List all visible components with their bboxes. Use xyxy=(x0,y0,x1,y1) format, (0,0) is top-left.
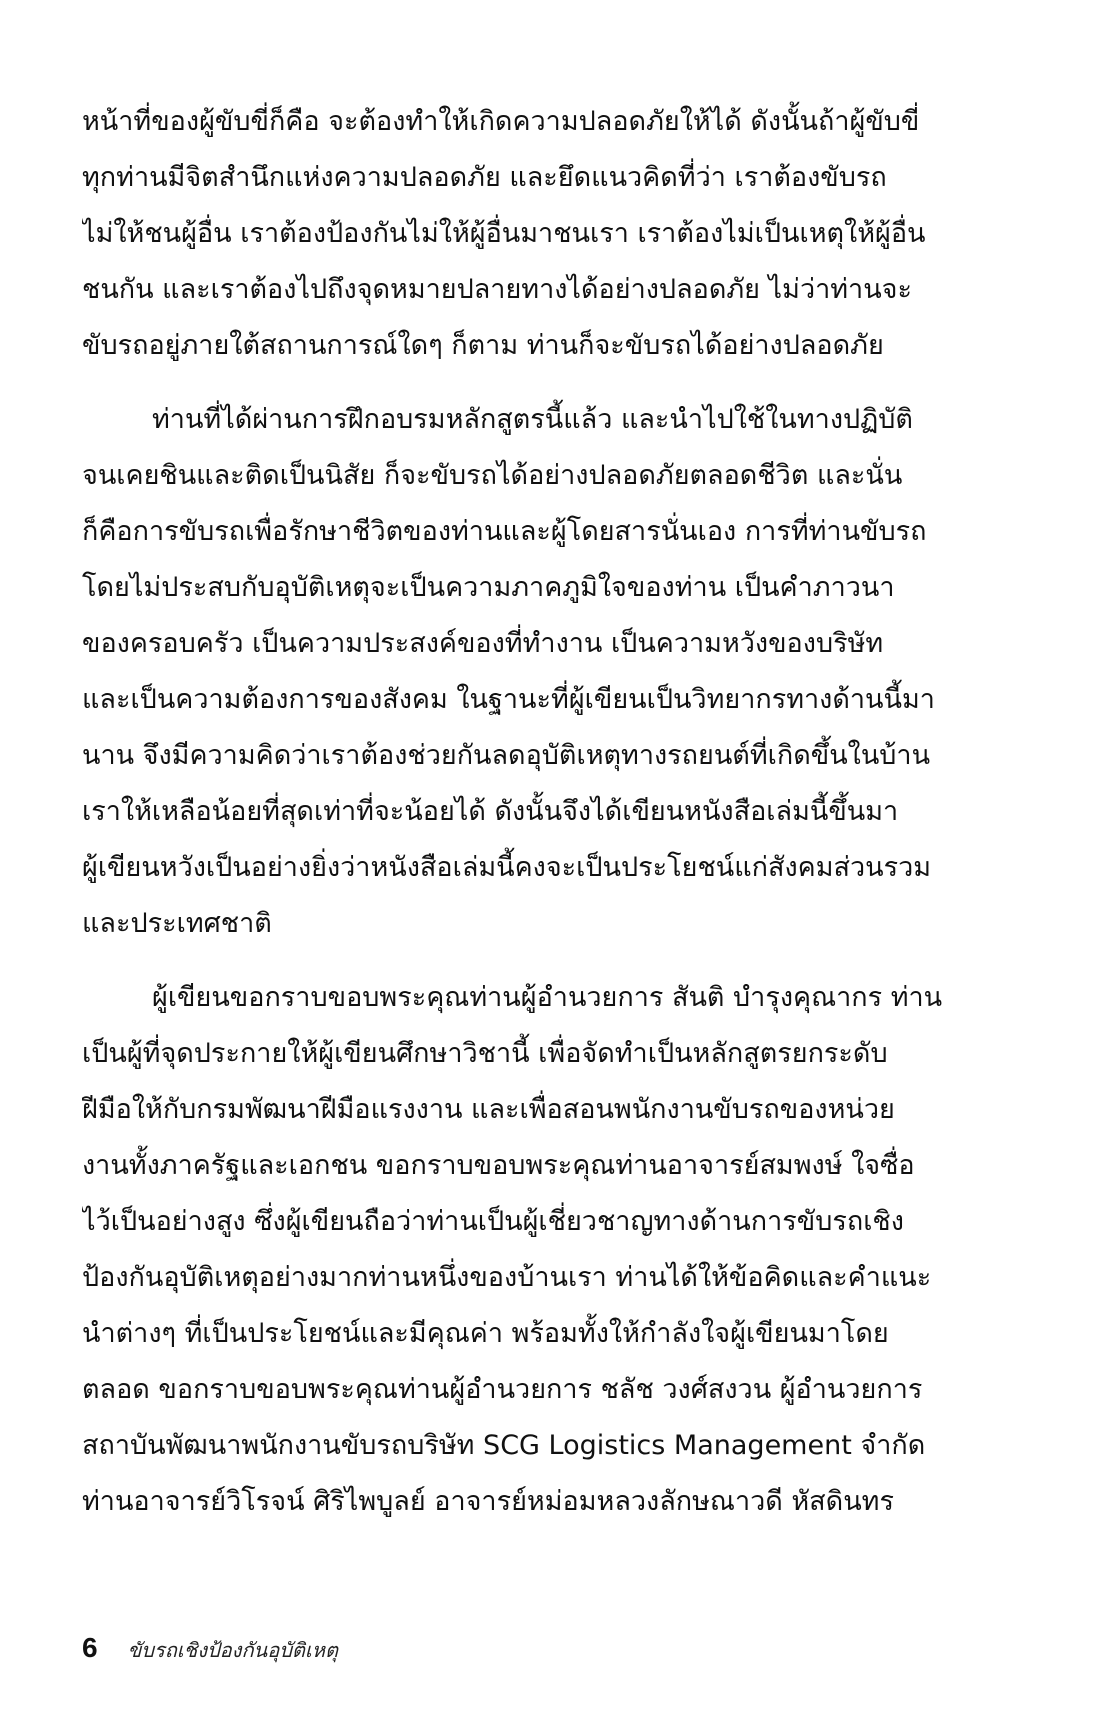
paragraph-2-line-6: และเป็นความต้องการของสังคม ในฐานะที่ผู้เขียนเป็นวิทยากรทางด้านนี้มา xyxy=(82,684,935,715)
paragraph-2-line-10: และประเทศชาติ xyxy=(82,908,272,939)
page-footer xyxy=(82,1632,338,1672)
paragraph-2-line-5: ของครอบครัว เป็นความประสงค์ของที่ทำงาน เป็นความหวังของบริษัท xyxy=(82,628,884,659)
paragraph-3-line-7: นำต่างๆ ที่เป็นประโยชน์และมีคุณค่า พร้อมทั้งให้กำลังใจผู้เขียนมาโดย xyxy=(82,1318,889,1349)
paragraph-3-line-3: ฝีมือให้กับกรมพัฒนาฝีมือแรงงาน และเพื่อสอนพนักงานขับรถของหน่วย xyxy=(82,1094,895,1125)
paragraph-1-line-2: ทุกท่านมีจิตสำนึกแห่งความปลอดภัย และยึดแนวคิดที่ว่า เราต้องขับรถ xyxy=(82,162,887,193)
paragraph-3-line-6: ป้องกันอุบัติเหตุอย่างมากท่านหนึ่งของบ้านเรา ท่านได้ให้ข้อคิดและคำแนะ xyxy=(82,1262,932,1293)
paragraph-1-line-4: ชนกัน และเราต้องไปถึงจุดหมายปลายทางได้อย่างปลอดภัย ไม่ว่าท่านจะ xyxy=(82,274,912,305)
paragraph-3-line-2: เป็นผู้ที่จุดประกายให้ผู้เขียนศึกษาวิชานี้ เพื่อจัดทำเป็นหลักสูตรยกระดับ xyxy=(82,1038,888,1069)
page-number: 6 xyxy=(82,1632,98,1663)
paragraph-3-line-5: ไว้เป็นอย่างสูง ซึ่งผู้เขียนถือว่าท่านเป็นผู้เชี่ยวชาญทางด้านการขับรถเชิง xyxy=(82,1206,904,1237)
paragraph-3-line-1: ผู้เขียนขอกราบขอบพระคุณท่านผู้อำนวยการ สันติ บำรุงคุณากร ท่าน xyxy=(152,982,943,1013)
paragraph-1-line-1: หน้าที่ของผู้ขับขี่ก็คือ จะต้องทำให้เกิดความปลอดภัยให้ได้ ดังนั้นถ้าผู้ขับขี่ xyxy=(82,106,920,137)
body-text xyxy=(82,94,1022,1530)
paragraph-3-line-10: ท่านอาจารย์วิโรจน์ ศิริไพบูลย์ อาจารย์หม่อมหลวงลักษณาวดี หัสดินทร xyxy=(82,1486,894,1517)
paragraph-3-line-8: ตลอด ขอกราบขอบพระคุณท่านผู้อำนวยการ ชลัช วงศ์สงวน ผู้อำนวยการ xyxy=(82,1374,923,1405)
running-title: ขับรถเชิงป้องกันอุบัติเหตุ xyxy=(127,1638,338,1662)
paragraph-3-line-4: งานทั้งภาครัฐและเอกชน ขอกราบขอบพระคุณท่านอาจารย์สมพงษ์ ใจซื่อ xyxy=(82,1150,915,1181)
paragraph-2-line-4: โดยไม่ประสบกับอุบัติเหตุจะเป็นความภาคภูมิใจของท่าน เป็นคำภาวนา xyxy=(82,572,895,603)
paragraph-2-line-7: นาน จึงมีความคิดว่าเราต้องช่วยกันลดอุบัติเหตุทางรถยนต์ที่เกิดขึ้นในบ้าน xyxy=(82,740,931,771)
paragraph-2-line-2: จนเคยชินและติดเป็นนิสัย ก็จะขับรถได้อย่างปลอดภัยตลอดชีวิต และนั่น xyxy=(82,460,903,491)
paragraph-3-line-9: สถาบันพัฒนาพนักงานขับรถบริษัท SCG Logistics Management จำกัด xyxy=(82,1430,926,1461)
paragraph-1-line-3: ไม่ให้ชนผู้อื่น เราต้องป้องกันไม่ให้ผู้อื่นมาชนเรา เราต้องไม่เป็นเหตุให้ผู้อื่น xyxy=(82,218,926,249)
paragraph-spacer xyxy=(82,374,1022,392)
paragraph-2-line-1: ท่านที่ได้ผ่านการฝึกอบรมหลักสูตรนี้แล้ว และนำไปใช้ในทางปฏิบัติ xyxy=(152,404,913,435)
paragraph-1-line-5: ขับรถอยู่ภายใต้สถานการณ์ใดๆ ก็ตาม ท่านก็จะขับรถได้อย่างปลอดภัย xyxy=(82,330,884,361)
paragraph-2-line-9: ผู้เขียนหวังเป็นอย่างยิ่งว่าหนังสือเล่มนี้คงจะเป็นประโยชน์แก่สังคมส่วนรวม xyxy=(82,852,932,883)
paragraph-2-line-3: ก็คือการขับรถเพื่อรักษาชีวิตของท่านและผู้โดยสารนั่นเอง การที่ท่านขับรถ xyxy=(82,516,927,547)
paragraph-2-line-8: เราให้เหลือน้อยที่สุดเท่าที่จะน้อยได้ ดังนั้นจึงได้เขียนหนังสือเล่มนี้ขึ้นมา xyxy=(82,796,899,827)
paragraph-spacer xyxy=(82,952,1022,970)
